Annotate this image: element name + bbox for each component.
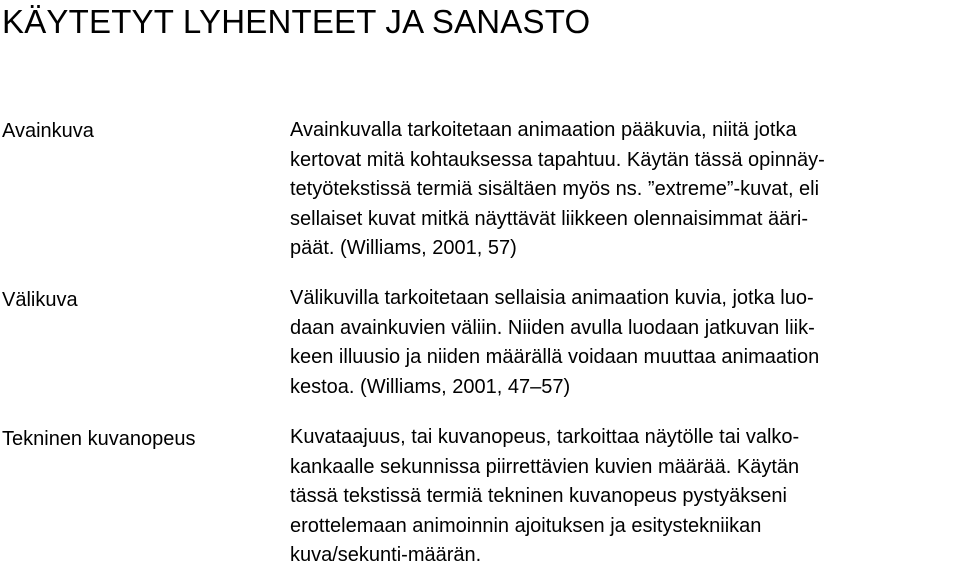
definition-line: kestoa. (Williams, 2001, 47–57) — [290, 375, 571, 398]
definition-line: keen illuusio ja niiden määrällä voidaan muuttaa animaation — [290, 346, 820, 368]
definition-line: daan avainkuvien väliin. Niiden avulla luodaan jatkuvan liik- — [290, 316, 815, 339]
definition-line: Kuvataajuus, tai kuvanopeus, tarkoittaa näytölle tai valko- — [290, 426, 800, 448]
definition-line: erottelemaan animoinnin ajoituksen ja esitystekniikan — [290, 514, 762, 537]
definition-line: tässä tekstissä termiä tekninen kuvanopeus pystyäkseni — [290, 485, 787, 507]
term-tekninen-kuvanopeus: Tekninen kuvanopeus — [2, 428, 196, 450]
definition-line: sellaiset kuvat mitkä näyttävät liikkeen olennaisimmat ääri- — [290, 207, 808, 230]
term-valikuva: Välikuva — [2, 289, 78, 311]
definition-valikuva — [290, 284, 950, 402]
definition-line: tetyötekstissä termiä sisältäen myös ns. ”extreme”-kuvat, eli — [290, 178, 820, 200]
definition-line: Avainkuvalla tarkoitetaan animaation pääkuvia, niitä jotka — [290, 119, 797, 141]
definition-avainkuva — [290, 116, 950, 264]
term-avainkuva: Avainkuva — [2, 120, 94, 142]
definition-line: kuva/sekunti-määrän. — [290, 544, 482, 566]
page-title: KÄYTETYT LYHENTEET JA SANASTO — [2, 3, 591, 40]
definition-line: päät. (Williams, 2001, 57) — [290, 237, 517, 259]
definition-tekninen-kuvanopeus — [290, 423, 950, 571]
definition-line: kankaalle sekunnissa piirrettävien kuvien määrää. Käytän — [290, 455, 800, 478]
definition-line: Välikuvilla tarkoitetaan sellaisia animaation kuvia, jotka luo- — [290, 287, 814, 309]
definition-line: kertovat mitä kohtauksessa tapahtuu. Käytän tässä opinnäy- — [290, 148, 825, 171]
